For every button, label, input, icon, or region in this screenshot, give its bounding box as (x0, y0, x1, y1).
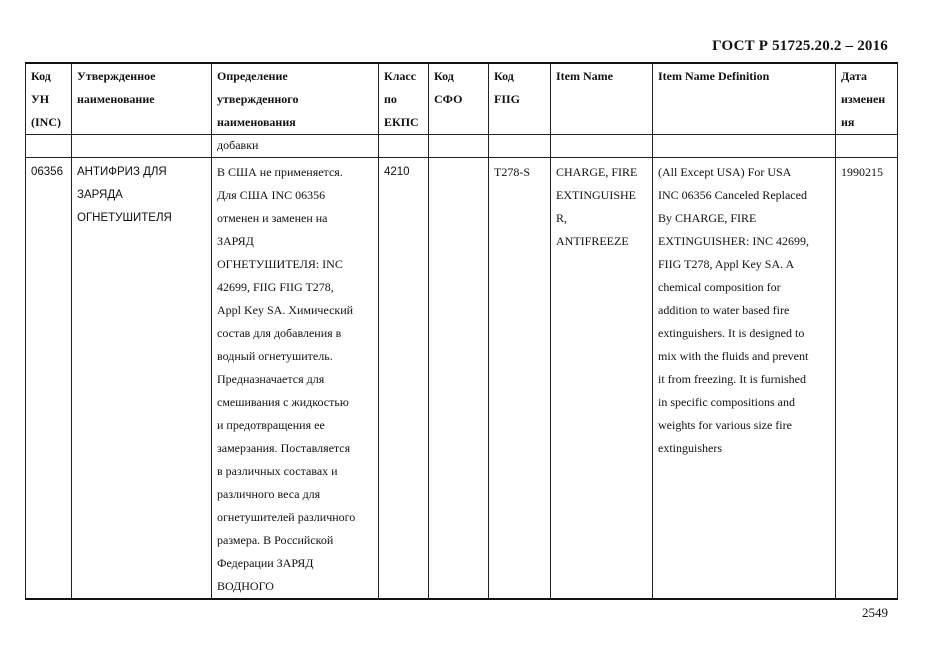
table-row-carry-over (26, 135, 898, 158)
cell-approved-name: АНТИФРИЗ ДЛЯ ЗАРЯДА ОГНЕТУШИТЕЛЯ (72, 158, 212, 600)
header-approved-name: Утвержденное наименование (72, 63, 212, 135)
cell-empty (653, 135, 836, 158)
cell-sfo-code (429, 158, 489, 600)
header-inc: Код УН (INC) (26, 63, 72, 135)
cell-empty (72, 135, 212, 158)
header-item-name: Item Name (551, 63, 653, 135)
page-number: 2549 (862, 605, 888, 620)
header-sfo-code: Код СФО (429, 63, 489, 135)
cell-inc: 06356 (26, 158, 72, 600)
cell-item-name-definition: (All Except USA) For USA INC 06356 Canceled Replaced By CHARGE, FIRE EXTINGUISHER: INC 42699, FIIG T278, Appl Key SA. A chemical composition for addition to water based fire extinguishers. It is designed to mix with the fluids and prevent it from freezing. It is furnished in specific compositions and weights for various size fire extinguishers (653, 158, 836, 600)
header-item-name-definition: Item Name Definition (653, 63, 836, 135)
table-row (26, 158, 898, 600)
header-definition: Определение утвержденного наименования (212, 63, 379, 135)
header-change-date: Дата изменен ия (836, 63, 898, 135)
cell-fiig-code: T278-S (489, 158, 551, 600)
cell-empty (489, 135, 551, 158)
cell-change-date: 1990215 (836, 158, 898, 600)
cell-definition: В США не применяется. Для США INC 06356 отменен и заменен на ЗАРЯД ОГНЕТУШИТЕЛЯ: INC 42699, FIIG FIIG T278, Appl Key SA. Химический состав для добавления в водный огнетушитель. Предназначается для смешивания с жидкостью и предотвращения ее замерзания. Поставляется в различных составах и различного веса для огнетушителей различного размера. В Российской Федерации ЗАРЯД ВОДНОГО (212, 158, 379, 600)
cell-empty (26, 135, 72, 158)
cell-definition-carry: добавки (212, 135, 379, 158)
cell-item-name: CHARGE, FIRE EXTINGUISHE R, ANTIFREEZE (551, 158, 653, 600)
cell-empty (836, 135, 898, 158)
document-code: ГОСТ Р 51725.20.2 – 2016 (712, 38, 888, 54)
cell-empty (429, 135, 489, 158)
data-table (25, 62, 898, 600)
header-row (26, 63, 898, 135)
cell-empty (551, 135, 653, 158)
cell-ekps-class: 4210 (379, 158, 429, 600)
header-fiig-code: Код FIIG (489, 63, 551, 135)
header-ekps-class: Класс по ЕКПС (379, 63, 429, 135)
cell-empty (379, 135, 429, 158)
